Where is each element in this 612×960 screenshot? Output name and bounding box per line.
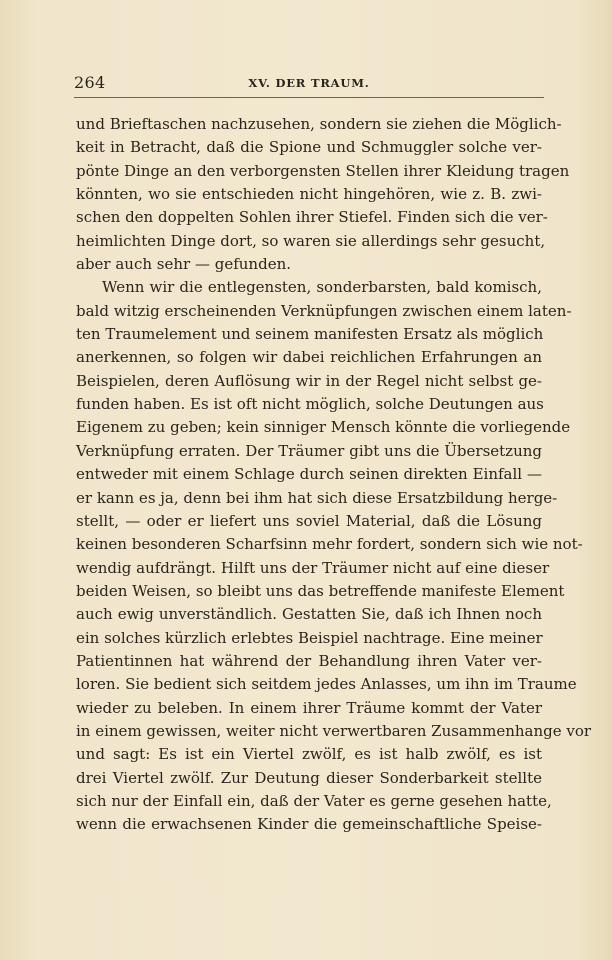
text-line: bald witzig erscheinenden Verknüpfungen zwischen einem laten- xyxy=(76,301,572,320)
text-line: keit in Betracht, daß die Spione und Schmuggler solche ver- xyxy=(76,138,542,157)
paragraph-2 xyxy=(76,276,592,836)
page-number: 264 xyxy=(74,73,106,92)
text-line: keinen besonderen Scharfsinn mehr fordert, sondern sich wie not- xyxy=(76,535,583,554)
text-line: und Brieftaschen nachzusehen, sondern sie ziehen die Möglich- xyxy=(76,115,562,133)
text-line: aber auch sehr — gefunden. xyxy=(76,255,291,274)
text-line: Beispielen, deren Auflösung wir in der Regel nicht selbst ge- xyxy=(76,371,542,390)
header-rule xyxy=(74,97,544,98)
text-line: er kann es ja, denn bei ihm hat sich diese Ersatzbildung herge- xyxy=(76,488,558,507)
text-line: sich nur der Einfall ein, daß der Vater es gerne gesehen hatte, xyxy=(76,791,552,810)
text-line: stellt, — oder er liefert uns soviel Material, daß die Lösung xyxy=(76,511,542,530)
text-line: Patientinnen hat während der Behandlung ihren Vater ver- xyxy=(76,651,542,670)
page-header xyxy=(74,72,544,94)
text-line: funden haben. Es ist oft nicht möglich, solche Deutungen aus xyxy=(76,395,544,414)
text-line: Verknüpfung erraten. Der Träumer gibt uns die Übersetzung xyxy=(76,441,542,460)
text-line: Eigenem zu geben; kein sinniger Mensch könnte die vorliegende xyxy=(76,418,571,437)
text-line: schen den doppelten Sohlen ihrer Stiefel. Finden sich die ver- xyxy=(76,208,548,227)
text-line: drei Viertel zwölf. Zur Deutung dieser Sonderbarkeit stellte xyxy=(76,768,542,787)
text-line: könnten, wo sie entschieden nicht hingehören, wie z. B. zwi- xyxy=(76,185,542,204)
text-line: loren. Sie bedient sich seitdem jedes Anlasses, um ihn im Traume xyxy=(76,675,577,694)
text-line: pönte Dinge an den verborgensten Stellen ihrer Kleidung tragen xyxy=(76,161,570,180)
text-line: beiden Weisen, so bleibt uns das betreffende manifeste Element xyxy=(76,581,565,600)
text-line: heimlichten Dinge dort, so waren sie allerdings sehr gesucht, xyxy=(76,231,546,250)
text-line: wendig aufdrängt. Hilft uns der Träumer nicht auf eine dieser xyxy=(76,558,550,577)
text-line: ein solches kürzlich erlebtes Beispiel nachtrage. Eine meiner xyxy=(76,628,543,647)
text-line: ten Traumelement und seinem manifesten Ersatz als möglich xyxy=(76,325,544,344)
text-line: in einem gewissen, weiter nicht verwertbaren Zusammenhange vor xyxy=(76,721,592,740)
text-line: entweder mit einem Schlage durch seinen direkten Einfall — xyxy=(76,465,542,484)
text-line: wenn die erwachsenen Kinder die gemeinschaftliche Speise- xyxy=(76,815,542,834)
text-line: anerkennen, so folgen wir dabei reichlichen Erfahrungen an xyxy=(76,348,542,367)
text-line: wieder zu beleben. In einem ihrer Träume kommt der Vater xyxy=(76,698,542,717)
body-text xyxy=(76,113,592,837)
text-line: und sagt: Es ist ein Viertel zwölf, es ist halb zwölf, es ist xyxy=(76,745,542,764)
text-line: auch ewig unverständlich. Gestatten Sie, daß ich Ihnen noch xyxy=(76,605,542,624)
paragraph-1 xyxy=(76,113,570,276)
text-line: Wenn wir die entlegensten, sonderbarsten, bald komisch, xyxy=(102,278,542,297)
running-head: XV. DER TRAUM. xyxy=(248,76,370,90)
